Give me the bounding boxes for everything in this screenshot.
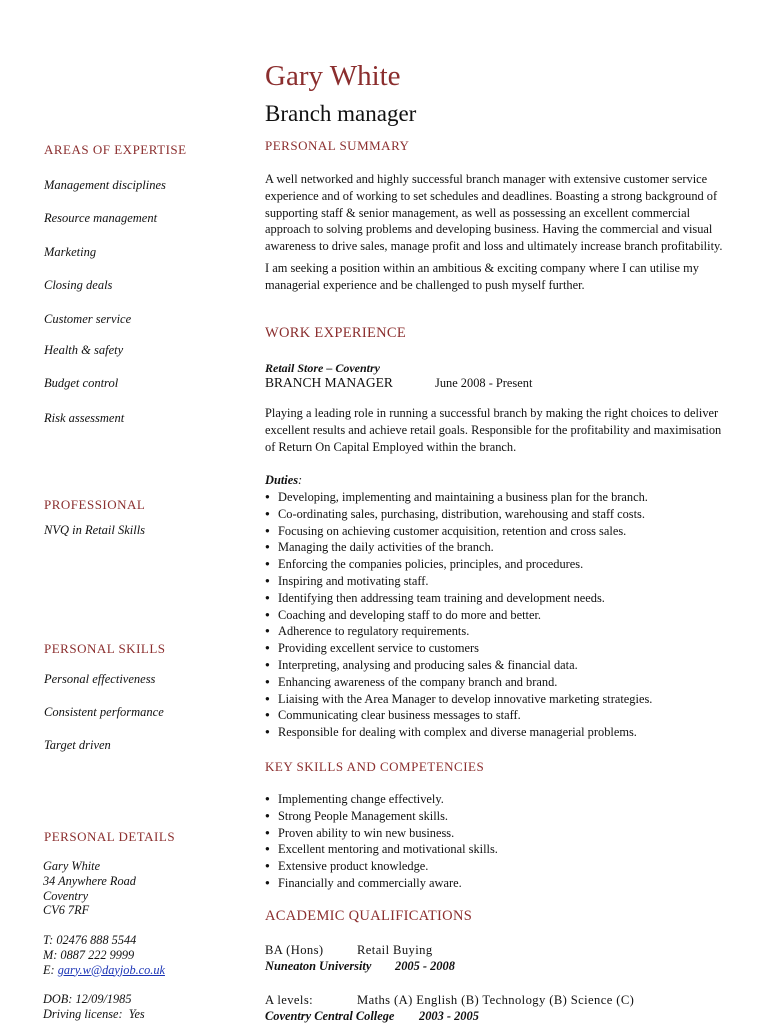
details-dob [43,992,165,1007]
degree-institution-line [265,959,455,974]
expertise-item: Marketing [44,245,97,259]
alevels-years: 2003 - 2005 [419,1009,479,1023]
details-telephone [43,933,165,948]
expertise-item: Resource management [44,211,158,225]
list-item: ● Coaching and developing staff to do more and better. [265,607,652,624]
job-dates: June 2008 - Present [435,376,533,390]
alevels-institution-line [265,1009,479,1024]
list-item: ● Developing, implementing and maintaining a business plan for the branch. [265,489,652,506]
list-item: ● Inspiring and motivating staff. [265,573,652,590]
personal-details [43,859,165,1022]
telephone-label: T: [43,932,54,947]
expertise-item: Risk assessment [44,411,125,425]
expertise-item: Closing deals [44,278,113,292]
duties-colon: : [298,473,303,487]
personal-skills-heading: PERSONAL SKILLS [44,641,166,656]
key-skills-heading: KEY SKILLS AND COMPETENCIES [265,759,485,774]
license-value: Yes [128,1006,145,1021]
duties-list [265,489,652,741]
degree-line [265,943,433,958]
list-item: ● Providing excellent service to customers [265,640,652,657]
list-item: ● Proven ability to win new business. [265,825,498,842]
list-item: ● Communicating clear business messages to staff. [265,707,652,724]
list-item: ● Enhancing awareness of the company branch and brand. [265,674,652,691]
list-item: ● Focusing on achieving customer acquisition, retention and cross sales. [265,523,652,540]
list-item: ● Adherence to regulatory requirements. [265,623,652,640]
job-description: Playing a leading role in running a successful branch by making the right choices to deliver excellent results and achieve retail goals. Responsible for the profitability and maximisation of Return On Capital Employed within the branch. [265,406,722,454]
personal-skill-item: Personal effectiveness [44,672,156,686]
list-item: ● Interpreting, analysing and producing sales & financial data. [265,657,652,674]
dob-value: 12/09/1985 [75,992,132,1007]
list-item: ● Excellent mentoring and motivational skills. [265,841,498,858]
list-item: ● Strong People Management skills. [265,808,498,825]
candidate-name: Gary White [265,60,401,92]
job-title: BRANCH MANAGER [265,375,393,390]
list-item: ● Extensive product knowledge. [265,858,498,875]
job-company: Retail Store – Coventry [265,361,380,375]
list-item: ● Implementing change effectively. [265,791,498,808]
expertise-item: Budget control [44,376,119,390]
list-item: ● Enforcing the companies policies, principles, and procedures. [265,556,652,573]
expertise-heading: AREAS OF EXPERTISE [44,142,187,157]
key-skills-list [265,791,498,892]
details-email [43,963,165,978]
duties-label: Duties [265,473,299,487]
mobile-value: 0887 222 9999 [60,947,135,962]
degree-years: 2005 - 2008 [395,959,455,973]
professional-heading: PROFESSIONAL [44,497,146,512]
personal-details-heading: PERSONAL DETAILS [44,829,176,844]
details-address-line1: 34 Anywhere Road [43,873,136,888]
telephone-value: 02476 888 5544 [56,932,137,947]
work-heading: WORK EXPERIENCE [265,325,407,341]
details-driving-license [43,1007,165,1022]
degree-subject: Retail Buying [357,943,433,957]
degree-institution: Nuneaton University [265,959,372,973]
details-name: Gary White [43,859,101,873]
candidate-role: Branch manager [265,101,417,126]
license-label: Driving license: [43,1006,123,1021]
academic-heading: ACADEMIC QUALIFICATIONS [265,908,473,924]
list-item: ● Co-ordinating sales, purchasing, distribution, warehousing and staff costs. [265,506,652,523]
summary-paragraph: A well networked and highly successful branch manager with extensive customer service experience and of working to set schedules and deadlines. Boasting a strong background of supporting staff & senior management, as well as possessing an excellent commercial approach to solving problems and developing business. Having the commercial and visual awareness to drive sales, manage profit and loss and ultimately increase branch profitability. [265,172,723,254]
expertise-item: Health & safety [44,343,124,357]
alevels-label: A levels: [265,993,314,1007]
email-label: E: [43,962,55,977]
professional-item: NVQ in Retail Skills [44,523,146,537]
degree-level: BA (Hons) [265,943,324,957]
alevels-institution: Coventry Central College [265,1009,395,1023]
personal-skill-item: Consistent performance [44,705,164,719]
details-mobile [43,948,165,963]
list-item: ● Liaising with the Area Manager to develop innovative marketing strategies. [265,691,652,708]
list-item: ● Responsible for dealing with complex and diverse managerial problems. [265,724,652,741]
summary-paragraph: I am seeking a position within an ambitious & exciting company where I can utilise my managerial experience and be challenged to push myself further. [265,260,699,292]
personal-skill-item: Target driven [44,738,111,752]
list-item: ● Financially and commercially aware. [265,875,498,892]
details-postcode: CV6 7RF [43,903,90,918]
email-link[interactable]: gary.w@dayjob.co.uk [57,962,165,977]
alevels-subjects: Maths (A) English (B) Technology (B) Science (C) [357,993,635,1007]
list-item: ● Identifying then addressing team training and development needs. [265,590,652,607]
mobile-label: M: [43,947,58,962]
details-address-line2: Coventry [43,888,89,903]
alevels-line [265,993,634,1008]
expertise-item: Customer service [44,312,132,326]
expertise-item: Management disciplines [44,178,166,192]
summary-heading: PERSONAL SUMMARY [265,138,410,153]
duties-heading [265,473,302,488]
list-item: ● Managing the daily activities of the branch. [265,539,652,556]
summary-body [265,171,725,294]
dob-label: DOB: [43,992,73,1007]
